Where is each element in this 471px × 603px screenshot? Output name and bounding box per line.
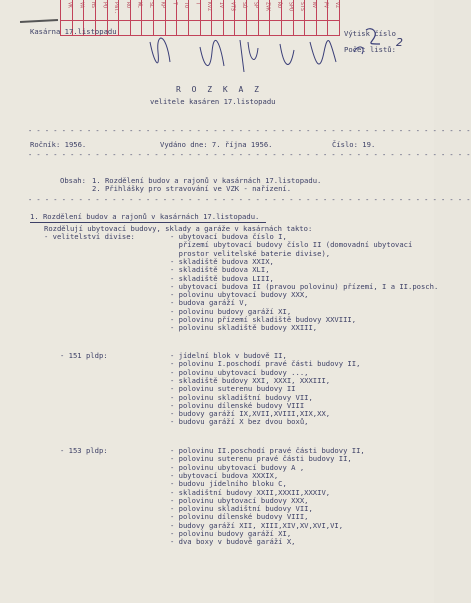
contents-item-2: 2. Přihlášky pro stravování ve VZK - nařízení. — [92, 184, 292, 193]
stamp-cell: KVZ — [201, 0, 213, 35]
stamp-cell: SPO — [282, 0, 294, 35]
group-line: - jídelní blok v budově II, — [170, 351, 287, 360]
group-label: - 153 pldp: — [60, 446, 108, 455]
group-line: - budovy garáží IX,XVII,XVIII,XIX,XX, — [170, 409, 331, 419]
issue-date: Vydáno dne: 7. října 1956. — [160, 140, 273, 149]
handwritten-number: 2 — [396, 36, 403, 49]
group-line: - ubytovací budova XXXIX, — [170, 470, 279, 480]
section-intro: Rozdělují ubytovací budovy, sklady a garáže v kasárnách takto: — [44, 224, 313, 233]
stamp-cell: PO — [96, 0, 108, 35]
group-label: - 151 pldp: — [60, 351, 108, 360]
group-line: - polovinu ubytovací budovy ..., — [170, 367, 309, 377]
stamp-copy-label: Výtisk číslo — [344, 29, 396, 38]
section-heading: 1. Rozdělení budov a rajonů v kasárnách 17.listopadu. — [30, 212, 260, 221]
group-line: - polovinu skladiště budovy XXIII, — [170, 323, 318, 333]
header-divider-top: - - - - - - - - - - - - - - - - - - - - - - - - - - - - - - - - - - - - - - - - - - - - - - - - - - - - - — [28, 127, 471, 135]
stamp-cell: T — [189, 0, 201, 35]
stamp-cell: T — [166, 0, 178, 35]
group-line: - polovinu dílenské budovy VIII — [170, 400, 305, 410]
stamp-cell: SP — [247, 0, 259, 35]
pencil-mark — [20, 19, 58, 23]
contents-item-1: 1. Rozdělení budov a rajonů v kasárnách 17.listopadu. — [92, 176, 322, 185]
group-line: - polovinu skladištní budovy VII, — [170, 392, 313, 402]
group-line: - polovinu ubytovací budovy XXX, — [170, 495, 309, 505]
group-line: - polovinu ubytovací budovy XXX, — [170, 290, 309, 300]
contents-divider: - - - - - - - - - - - - - - - - - - - - - - - - - - - - - - - - - - - - - - - - - - - - - - - - - - - - - — [28, 196, 471, 204]
group-line: - skladiště budova XLI, — [170, 265, 270, 275]
stamp-cell: KP — [154, 0, 166, 35]
stamp-cell: IV — [212, 0, 224, 35]
stamp-cell: VA — [73, 0, 85, 35]
group-line: - polovinu suterenu budovy II — [170, 384, 296, 394]
group-line: - polovinu skladištní budovy VII, — [170, 504, 313, 514]
stamp-left-label: Kasárna 17.listopadu — [30, 27, 117, 36]
stamp-cell: PV — [317, 0, 329, 35]
group-line: - polovinu suterenu pravé části budovy II, — [170, 454, 352, 464]
stamp-cell: SL — [142, 0, 154, 35]
stamp-cell: ZVK — [259, 0, 271, 35]
stamp-cell: VK — [61, 0, 73, 35]
group-line: - ubytovací budova II (pravou polovinu) přízemí, I a II.posch. — [170, 281, 439, 291]
handwritten-signatures — [140, 22, 400, 82]
stamp-cell: VTS — [224, 0, 236, 35]
group-line: - budovu garáží X bez dvou boxů, — [170, 417, 309, 427]
stamp-cell: ŘO — [270, 0, 282, 35]
group-line: - polovinu I.poschodí pravé části budovy II, — [170, 359, 361, 369]
stamp-divider — [60, 20, 340, 21]
group-line: - skladiště budova XXIX, — [170, 256, 274, 266]
stamp-cell: Pal. — [108, 0, 120, 35]
group-line: - polovinu II.poschodí pravé části budovy II, — [170, 446, 365, 455]
group-line: - skladištní budovy XXII,XXXII,XXXIV, — [170, 487, 331, 497]
group-line: - polovinu ubytovací budovy A , — [170, 462, 305, 472]
stamp-sheets-label: Počet listů: — [344, 45, 396, 54]
group-line: - budovy garáží XII, XIII,XIV,XV,XVI,VI, — [170, 520, 344, 530]
stamp-cell: HS — [84, 0, 96, 35]
issue-number: Číslo: 19. — [332, 140, 376, 149]
group-line: - polovinu dílenské budovy VIII, — [170, 512, 309, 522]
stamp-cell: STS — [294, 0, 306, 35]
group-line: - polovinu přízemí skladiště budovy XXVIII, — [170, 315, 357, 324]
group-line: - budovu jídelního bloku C, — [170, 479, 287, 489]
section-heading-underline — [30, 222, 266, 223]
header-divider-bottom: - - - - - - - - - - - - - - - - - - - - - - - - - - - - - - - - - - - - - - - - - - - - - - - - - - - - - — [28, 151, 471, 159]
group-line: - ubytovací budova číslo I, — [170, 232, 287, 241]
stamp-cell: TO — [177, 0, 189, 35]
group-line: - polovinu budovy garáží XI, — [170, 306, 292, 316]
document-subtitle: velitele kasáren 17.listopadu — [150, 97, 276, 106]
group-line: přízemí ubytovací budovy číslo II (domovadní ubytovací — [170, 240, 413, 250]
contents-label: Obsah: — [60, 176, 86, 185]
group-line: - skladiště budovy XXI, XXXI, XXXIII, — [170, 375, 331, 385]
group-line: - dva boxy v budově garáží X, — [170, 537, 296, 547]
group-line: prostor velitelské baterie divise), — [170, 248, 331, 258]
stamp-cell: RO — [119, 0, 131, 35]
document-title: R O Z K A Z — [176, 85, 262, 94]
group-line: - polovinu budovy garáží XI, — [170, 529, 292, 538]
group-line: - budova garáží V, — [170, 298, 248, 308]
stamp-cell: NV — [305, 0, 317, 35]
stamp-cell: WL — [131, 0, 143, 35]
stamp-cell: VZ — [334, 2, 340, 9]
stamp-cell: SÚ — [235, 0, 247, 35]
group-label: - velitelství divise: — [44, 232, 135, 241]
group-line: - skladiště budova LIII, — [170, 273, 274, 283]
issue-year: Ročník: 1956. — [30, 140, 87, 149]
